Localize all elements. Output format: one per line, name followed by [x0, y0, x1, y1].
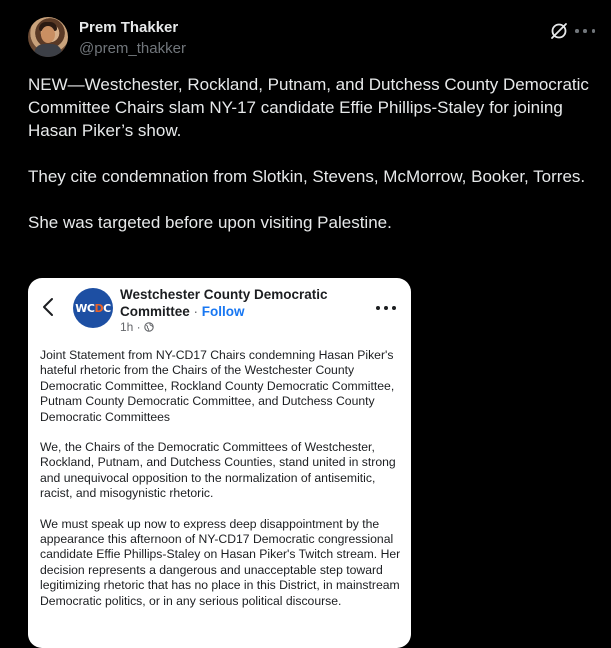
globe-icon	[144, 322, 154, 332]
back-arrow-icon	[42, 297, 54, 317]
post-paragraph: We must speak up now to express deep disappointment by the appearance this afternoon of NY-CD17 Democratic congressional candidate Effie Phillips-Staley on Hasan Piker's Twitch stream. Her decision represents a dangerous and unacceptable step toward legitimizing rhetoric that has no place in this District, in mainstream Democratic politics, or in any serious political discourse.	[40, 516, 401, 608]
handle[interactable]: @prem_thakker	[79, 40, 186, 57]
post-more-icon	[376, 305, 396, 311]
embedded-screenshot[interactable]	[28, 278, 411, 648]
page-name: Westchester County Democratic Committee	[120, 287, 328, 319]
display-name[interactable]: Prem Thakker	[79, 19, 179, 36]
post-paragraph: Joint Statement from NY-CD17 Chairs condemning Hasan Piker's hateful rhetoric from the Chairs of the Westchester County Democratic Committee, Rockland County Democratic Committee, Putnam County Democratic Committee, and Dutchess County Democratic Committees	[40, 348, 395, 424]
post-body	[40, 348, 402, 624]
follow-link: Follow	[201, 304, 245, 319]
avatar[interactable]	[28, 17, 68, 57]
post-paragraph: We, the Chairs of the Democratic Committees of Westchester, Rockland, Putnam, and Dutchess Counties, stand united in strong and unequivocal opposition to the normalization of antisemitic, racist, and misogynistic rhetoric.	[40, 440, 396, 501]
tweet-paragraph: She was targeted before upon visiting Palestine.	[28, 213, 392, 232]
tweet-paragraph: NEW—Westchester, Rockland, Putnam, and Dutchess County Democratic Committee Chairs slam NY-17 candidate Effie Phillips-Staley for joining Hasan Piker’s show.	[28, 75, 589, 140]
page-logo: WCDC	[73, 288, 113, 328]
tweet-paragraph: They cite condemnation from Slotkin, Stevens, McMorrow, Booker, Torres.	[28, 167, 586, 186]
tweet-text	[28, 73, 598, 234]
post-time: 1h ·	[120, 320, 141, 334]
separator: ·	[189, 304, 202, 319]
post-meta	[120, 320, 154, 334]
grok-icon[interactable]	[549, 21, 569, 41]
more-icon[interactable]	[575, 21, 595, 41]
page-name-line	[120, 286, 340, 320]
